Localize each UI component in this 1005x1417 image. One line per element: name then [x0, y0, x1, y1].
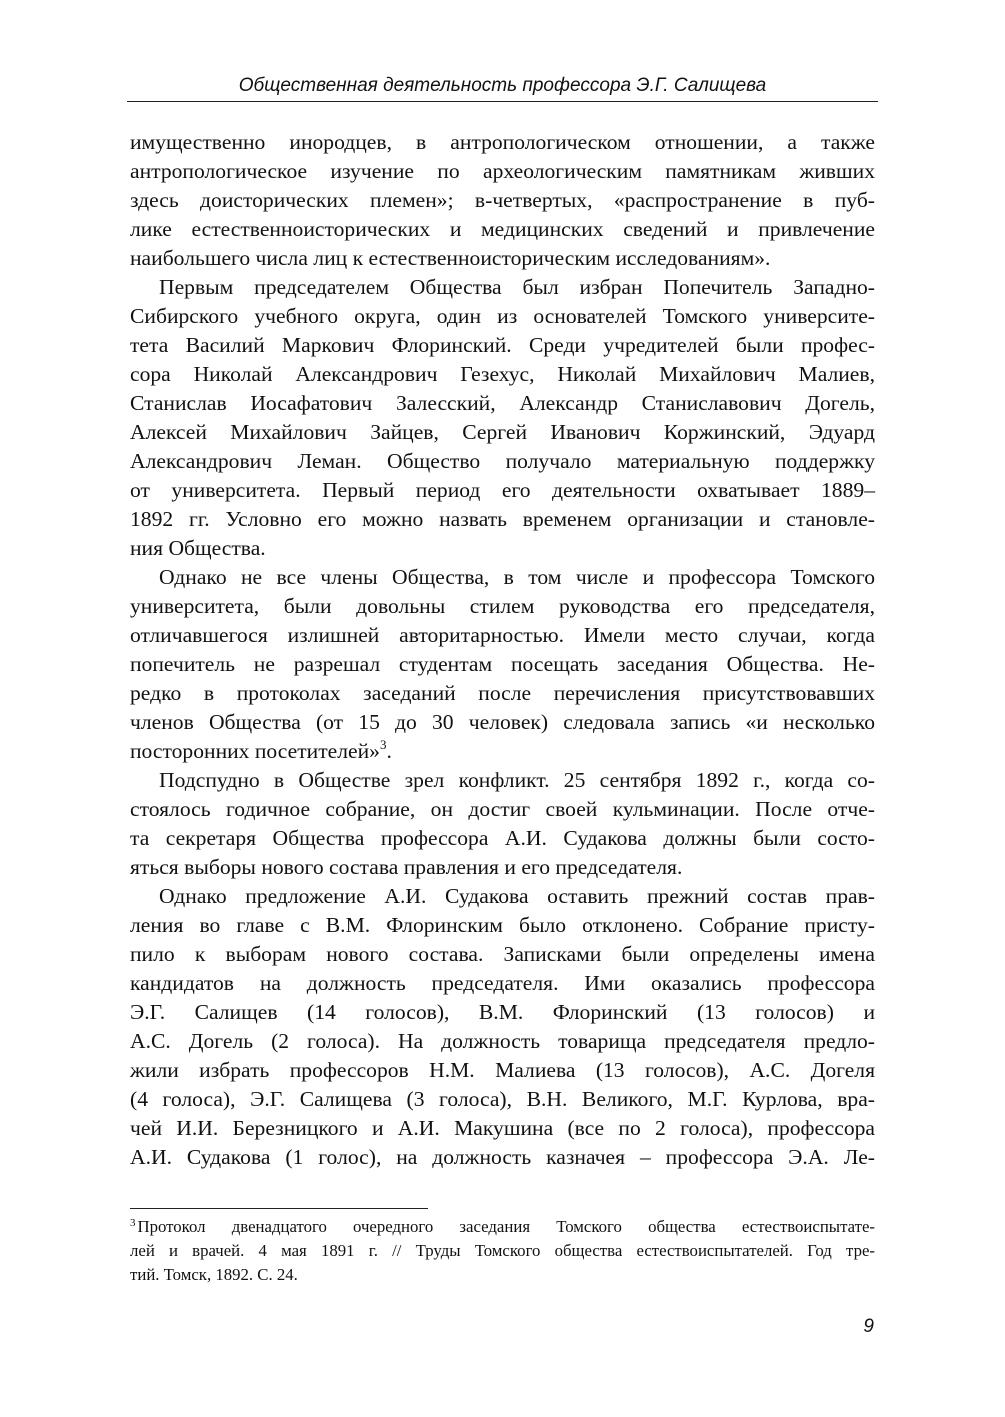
text-line: антропологическое изучение по археологическим памятникам живших: [130, 159, 875, 183]
running-title: Общественная деятельность профессора Э.Г. Салищева: [238, 75, 767, 96]
text-line: Сибирского учебного округа, один из основателей Томского университе-: [130, 304, 875, 328]
footnote-line: лей и врачей. 4 мая 1891 г. // Труды Томского общества естествоиспытателей. Год тре-: [130, 1241, 875, 1260]
footnote-line: тий. Томск, 1892. С. 24.: [130, 1265, 298, 1284]
text-line: жили избрать профессоров Н.М. Малиева (13 голосов), А.С. Догеля: [130, 1058, 875, 1082]
text-line: отличавшегося излишней авторитарностью. Имели место случаи, когда: [130, 623, 875, 647]
text-line: членов Общества (от 15 до 30 человек) следовала запись «и несколько: [130, 710, 875, 734]
text-line: тета Василий Маркович Флоринский. Среди учредителей были профес-: [130, 333, 875, 357]
page-number: 9: [863, 1316, 874, 1337]
text-line: (4 голоса), Э.Г. Салищева (3 голоса), В.Н. Великого, М.Г. Курлова, вра-: [130, 1087, 875, 1111]
text-line: пило к выборам нового состава. Записками были определены имена: [130, 942, 875, 966]
sentence-end: .: [386, 739, 392, 763]
paragraph-2: [130, 273, 875, 563]
text-line: Алексей Михайлович Зайцев, Сергей Иванович Коржинский, Эдуард: [130, 420, 875, 444]
text-line: [130, 737, 875, 766]
text-line: А.С. Догель (2 голоса). На должность товарища председателя предло-: [130, 1029, 875, 1053]
paragraph-5: [130, 882, 875, 1172]
text-line-content: посторонних посетителей»: [130, 739, 380, 763]
text-line: А.И. Судакова (1 голос), на должность казначея – профессора Э.А. Ле-: [130, 1145, 875, 1169]
footnote-number: 3: [130, 1217, 136, 1229]
text-line: имущественно инородцев, в антропологическом отношении, а также: [130, 130, 875, 154]
footnote-text: Протокол двенадцатого очередного заседания Томского общества естествоиспытате-: [137, 1217, 875, 1236]
text-line: Однако не все члены Общества, в том числе и профессора Томского: [159, 565, 875, 589]
text-line: 1892 гг. Условно его можно назвать временем организации и становле-: [130, 507, 875, 531]
text-line: Первым председателем Общества был избран Попечитель Западно-: [159, 275, 875, 299]
paragraph-4: [130, 766, 875, 882]
text-line: ния Общества.: [130, 536, 266, 560]
text-line: Станислав Иосафатович Залесский, Александр Станиславович Догель,: [130, 391, 875, 415]
text-line: стоялось годичное собрание, он достиг своей кульминации. После отче-: [130, 797, 875, 821]
text-line: кандидатов на должность председателя. Ими оказались профессора: [130, 971, 875, 995]
footnote-reference[interactable]: 3: [379, 736, 387, 752]
text-line: от университета. Первый период его деятельности охватывает 1889–: [130, 478, 875, 502]
text-line: Э.Г. Салищев (14 голосов), В.М. Флоринский (13 голосов) и: [130, 1000, 875, 1024]
text-line: Александрович Леман. Общество получало материальную поддержку: [130, 449, 875, 473]
paragraph-3: [130, 563, 875, 766]
text-line: сора Николай Александрович Гезехус, Николай Михайлович Малиев,: [130, 362, 875, 386]
footnote: [130, 1215, 875, 1287]
text-line: здесь доисторических племен»; в-четвертых, «распространение в пуб-: [130, 188, 875, 212]
paragraph-1: [130, 128, 875, 273]
text-line: лике естественноисторических и медицинских сведений и привлечение: [130, 217, 875, 241]
text-line: Однако предложение А.И. Судакова оставить прежний состав прав-: [159, 884, 875, 908]
footnote-rule: [130, 1208, 428, 1209]
text-line: чей И.И. Березницкого и А.И. Макушина (все по 2 голоса), профессора: [130, 1116, 875, 1140]
text-line: ления во главе с В.М. Флоринским было отклонено. Собрание присту-: [130, 913, 875, 937]
text-line: университета, были довольны стилем руководства его председателя,: [130, 594, 875, 618]
header-rule: [127, 101, 878, 102]
main-text: [130, 128, 875, 1172]
text-line: та секретаря Общества профессора А.И. Судакова должны были состо-: [130, 826, 875, 850]
footnote-line: [130, 1215, 875, 1239]
text-line: Подспудно в Обществе зрел конфликт. 25 сентября 1892 г., когда со-: [159, 768, 875, 792]
text-line: редко в протоколах заседаний после перечисления присутствовавших: [130, 681, 875, 705]
text-line: попечитель не разрешал студентам посещать заседания Общества. Не-: [130, 652, 875, 676]
text-line: яться выборы нового состава правления и его председателя.: [130, 855, 683, 879]
text-line: наибольшего числа лиц к естественноисторическим исследованиям».: [130, 246, 771, 270]
